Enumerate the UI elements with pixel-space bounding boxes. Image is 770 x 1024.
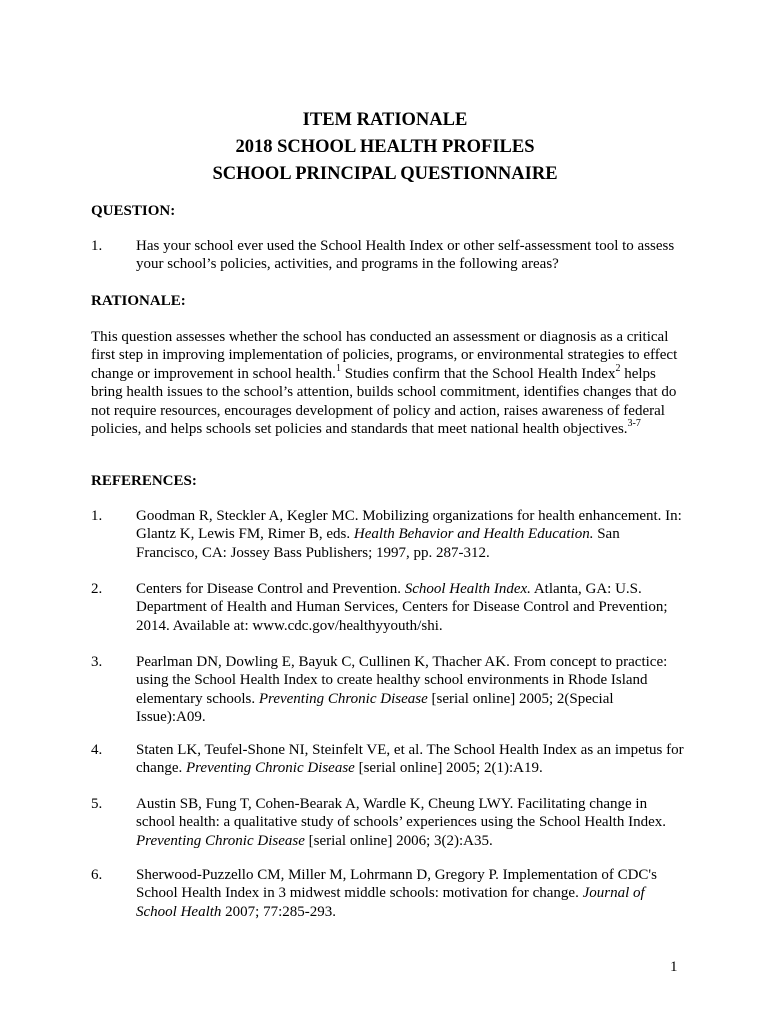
title-line-3: SCHOOL PRINCIPAL QUESTIONNAIRE [212, 164, 558, 184]
reference-source-title: Preventing Chronic Disease [136, 832, 305, 849]
reference-text-before: Goodman R, Steckler A, Kegler MC. Mobilizing organizations for health enhancement. In: Glantz K, Lewis FM, Rimer B, eds. [136, 508, 682, 543]
question-number: 1. [91, 238, 103, 254]
title-line-2: 2018 SCHOOL HEALTH PROFILES [235, 137, 535, 157]
reference-text-before: Centers for Disease Control and Prevention. [136, 581, 405, 597]
reference-source-title: Health Behavior and Health Education. [353, 526, 594, 543]
reference-text-after: [serial online] 2005; 2(Special Issue):A09. [136, 690, 614, 726]
reference-text [136, 741, 684, 778]
reference-source-title: Journal of School Health [136, 885, 645, 920]
reference-text-before: Sherwood-Puzzello CM, Miller M, Lohrmann D, Gregory P. Implementation of CDC's School Health Index in 3 midwest middle schools: motivation for change. [136, 867, 657, 902]
question-item [91, 237, 691, 274]
reference-item [91, 507, 691, 562]
reference-text-after: San Francisco, CA: Jossey Bass Publishers; 1997, pp. 287-312. [136, 526, 620, 561]
reference-number: 2. [91, 581, 103, 597]
reference-number: 3. [91, 654, 103, 670]
page-number: 1 [670, 959, 678, 975]
references-heading: REFERENCES: [91, 473, 197, 489]
reference-text-after: [serial online] 2006; 3(2):A35. [304, 832, 493, 849]
rationale-text-part-1: This question assesses whether the school has conducted an assessment or diagnosis as a critical first step in improving implementation of policies, programs, or environmental strategies to effect change or improvement in school health. [91, 329, 678, 382]
reference-text-after: Atlanta, GA: U.S. Department of Health and Human Services, Centers for Disease Control and Prevention; 2014. Available at: www.cdc.gov/healthyyouth/shi. [136, 581, 668, 634]
reference-item [91, 580, 691, 635]
reference-item [91, 795, 691, 850]
reference-source-title: Preventing Chronic Disease [185, 760, 355, 777]
question-heading: QUESTION: [91, 203, 176, 219]
rationale-text-part-3: helps bring health issues to the school’s attention, builds school commitment, identifies changes that do not require resources, encourages development of policy and action, raises awareness of federal policies, and helps schools set policies and standards that meet national health objectives. [91, 365, 677, 438]
reference-item [91, 866, 691, 921]
rationale-paragraph [91, 328, 681, 438]
reference-number: 1. [91, 508, 103, 524]
rationale-citation-3: 3-7 [627, 418, 641, 430]
reference-item [91, 741, 691, 778]
document-title [0, 107, 770, 188]
reference-number: 5. [91, 796, 103, 812]
reference-text-after: 2007; 77:285-293. [221, 903, 336, 920]
reference-source-title: Preventing Chronic Disease [258, 690, 428, 707]
title-line-1: ITEM RATIONALE [302, 110, 468, 130]
reference-source-title: School Health Index. [404, 581, 531, 597]
reference-text-before: Austin SB, Fung T, Cohen-Bearak A, Wardle K, Cheung LWY. Facilitating change in school health: a qualitative study of schools’ experiences using the School Health Index. [136, 796, 667, 831]
rationale-citation-1: 1 [335, 362, 341, 374]
reference-text [136, 580, 684, 635]
reference-text [136, 653, 684, 727]
reference-number: 6. [91, 867, 103, 883]
rationale-text-part-2: Studies confirm that the School Health Index [340, 365, 616, 382]
reference-text [136, 866, 684, 921]
reference-number: 4. [91, 742, 103, 758]
reference-text [136, 507, 684, 562]
reference-text-after: [serial online] 2005; 2(1):A19. [354, 760, 543, 777]
rationale-heading: RATIONALE: [91, 293, 186, 309]
reference-text [136, 795, 684, 850]
reference-text-before: Staten LK, Teufel-Shone NI, Steinfelt VE, et al. The School Health Index as an impetus for change. [136, 742, 684, 777]
question-text: Has your school ever used the School Health Index or other self-assessment tool to assess your school’s policies, activities, and programs in the following areas? [136, 238, 675, 273]
reference-item [91, 653, 691, 727]
rationale-citation-2: 2 [615, 362, 621, 374]
reference-text-before: Pearlman DN, Dowling E, Bayuk C, Cullinen K, Thacher AK. From concept to practice: using the School Health Index to create healthy school environments in Rhode Island elementary schools. [136, 654, 668, 707]
